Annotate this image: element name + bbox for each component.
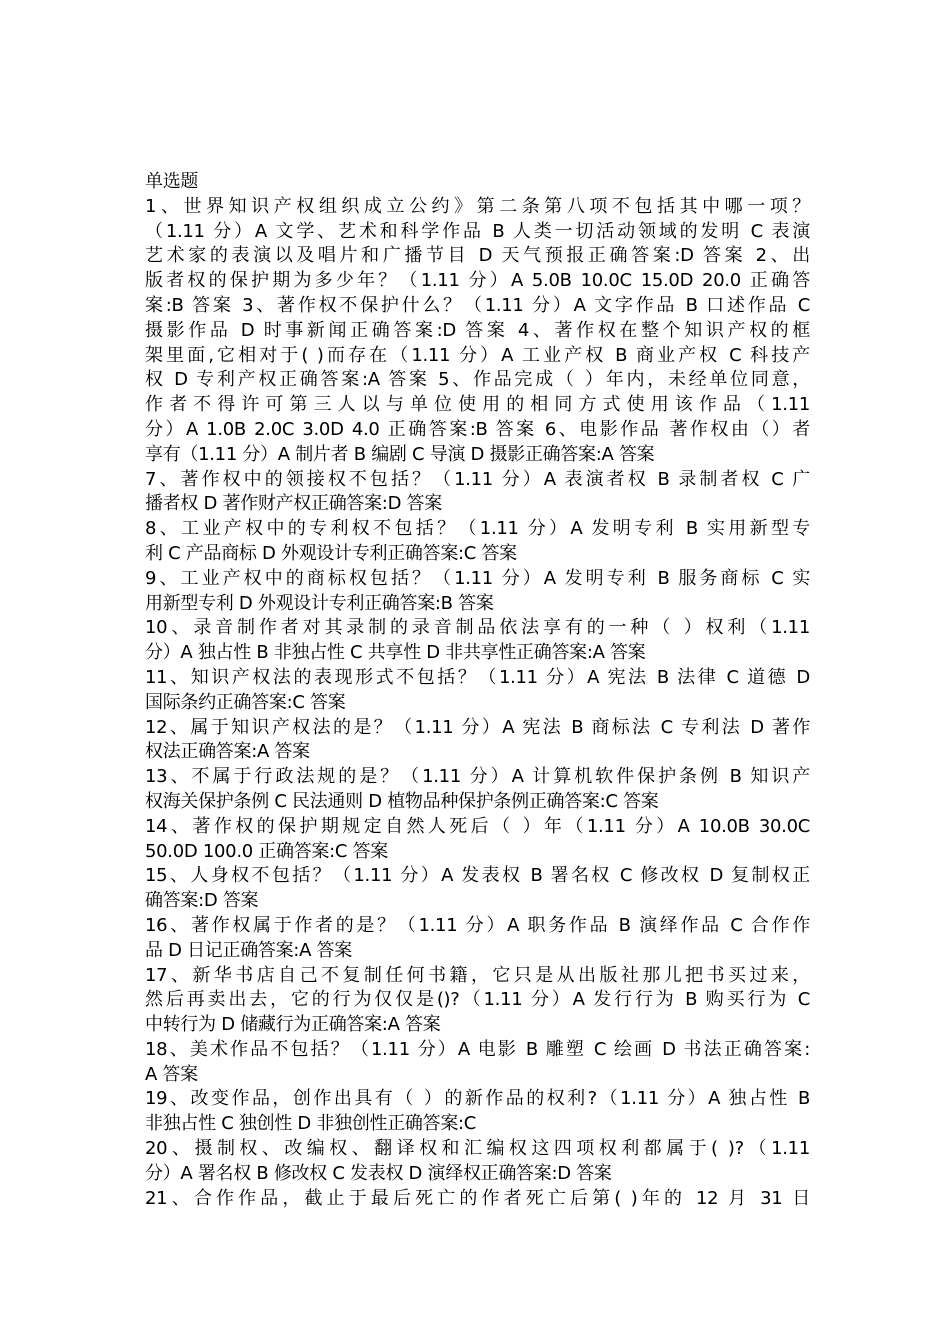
text-line: 中转行为 D 储藏行为正确答案:A 答案 (145, 1014, 441, 1036)
text-line: 20、摄制权、改编权、翻译权和汇编权这四项权利都属于( )?（1.11 (145, 1138, 810, 1160)
text-line: 18、美术作品不包括？（1.11 分）A 电影 B 雕塑 C 绘画 D 书法正确答案: (145, 1038, 810, 1060)
text-line: 用新型专利 D 外观设计专利正确答案:B 答案 (145, 592, 494, 614)
text-line: 架里面,它相对于( )而存在（1.11 分）A 工业产权 B 商业产权 C 科技产 (145, 344, 810, 366)
text-line: （1.11 分）A 文学、艺术和科学作品 B 人类一切活动领域的发明 C 表演 (145, 220, 810, 242)
text-line: 19、改变作品，创作出具有（ ）的新作品的权利?（1.11 分）A 独占性 B (145, 1088, 810, 1110)
text-line: 9、工业产权中的商标权包括？（1.11 分）A 发明专利 B 服务商标 C 实 (145, 567, 810, 589)
question-text-block (145, 195, 810, 1212)
text-line: 摄影作品 D 时事新闻正确答案:D 答案 4、著作权在整个知识产权的框 (145, 319, 810, 341)
text-line: 11、知识产权法的表现形式不包括？（1.11 分）A 宪法 B 法律 C 道德 D (145, 666, 810, 688)
text-line: 分）A 1.0B 2.0C 3.0D 4.0 正确答案:B 答案 6、电影作品 著作权由（）者 (145, 418, 810, 440)
section-heading: 单选题 (145, 171, 199, 192)
document-page (145, 170, 810, 1211)
text-line: 7、著作权中的领接权不包括？（1.11 分）A 表演者权 B 录制者权 C 广 (145, 468, 810, 490)
text-line: 版者权的保护期为多少年？（1.11 分）A 5.0B 10.0C 15.0D 20.0 正确答 (145, 270, 810, 292)
text-line: 播者权 D 著作财产权正确答案:D 答案 (145, 493, 442, 515)
text-line: 权海关保护条例 C 民法通则 D 植物品种保护条例正确答案:C 答案 (145, 790, 659, 812)
text-line: 分）A 署名权 B 修改权 C 发表权 D 演绎权正确答案:D 答案 (145, 1162, 612, 1184)
text-line: 案:B 答案 3、著作权不保护什么？（1.11 分）A 文字作品 B 口述作品 C (145, 294, 810, 316)
text-line: 50.0D 100.0 正确答案:C 答案 (145, 840, 388, 862)
text-line: 13、不属于行政法规的是？（1.11 分）A 计算机软件保护条例 B 知识产 (145, 766, 810, 788)
text-line: 12、属于知识产权法的是？（1.11 分）A 宪法 B 商标法 C 专利法 D 著作 (145, 716, 810, 738)
text-line: 权 D 专利产权正确答案:A 答案 5、作品完成（ ）年内，未经单位同意， (145, 369, 810, 391)
text-line: 17、新华书店自己不复制任何书籍，它只是从出版社那儿把书买过来， (145, 964, 810, 986)
text-line: 分）A 独占性 B 非独占性 C 共享性 D 非共享性正确答案:A 答案 (145, 642, 646, 664)
text-line: 品 D 日记正确答案:A 答案 (145, 939, 352, 961)
text-line: 非独占性 C 独创性 D 非独创性正确答案:C (145, 1113, 477, 1135)
text-line: 确答案:D 答案 (145, 890, 259, 912)
text-line: 权法正确答案:A 答案 (145, 741, 310, 763)
text-line: 享有（1.11 分）A 制片者 B 编剧 C 导演 D 摄影正确答案:A 答案 (145, 443, 655, 465)
text-line: 利 C 产品商标 D 外观设计专利正确答案:C 答案 (145, 542, 517, 564)
text-line: 10、录音制作者对其录制的录音制品依法享有的一种（ ）权利（1.11 (145, 617, 810, 639)
text-line: 作者不得许可第三人以与单位使用的相同方式使用该作品（1.11 (145, 394, 810, 416)
text-line: 然后再卖出去，它的行为仅仅是()?（1.11 分）A 发行行为 B 购买行为 C (145, 989, 810, 1011)
text-line: 8、工业产权中的专利权不包括？（1.11 分）A 发明专利 B 实用新型专 (145, 518, 810, 540)
text-line: 14、著作权的保护期规定自然人死后（ ）年（1.11 分）A 10.0B 30.0C (145, 815, 810, 837)
text-line: 15、人身权不包括？（1.11 分）A 发表权 B 署名权 C 修改权 D 复制权正 (145, 865, 810, 887)
text-line: 21、合作作品，截止于最后死亡的作者死亡后第( )年的 12 月 31 日 (145, 1187, 810, 1209)
text-line: 16、著作权属于作者的是？（1.11 分）A 职务作品 B 演绎作品 C 合作作 (145, 914, 810, 936)
text-line: 国际条约正确答案:C 答案 (145, 691, 346, 713)
text-line: 艺术家的表演以及唱片和广播节目 D 天气预报正确答案:D 答案 2、出 (145, 245, 810, 267)
text-line: 1、世界知识产权组织成立公约》第二条第八项不包括其中哪一项？ (145, 195, 810, 217)
text-line: A 答案 (145, 1063, 198, 1085)
